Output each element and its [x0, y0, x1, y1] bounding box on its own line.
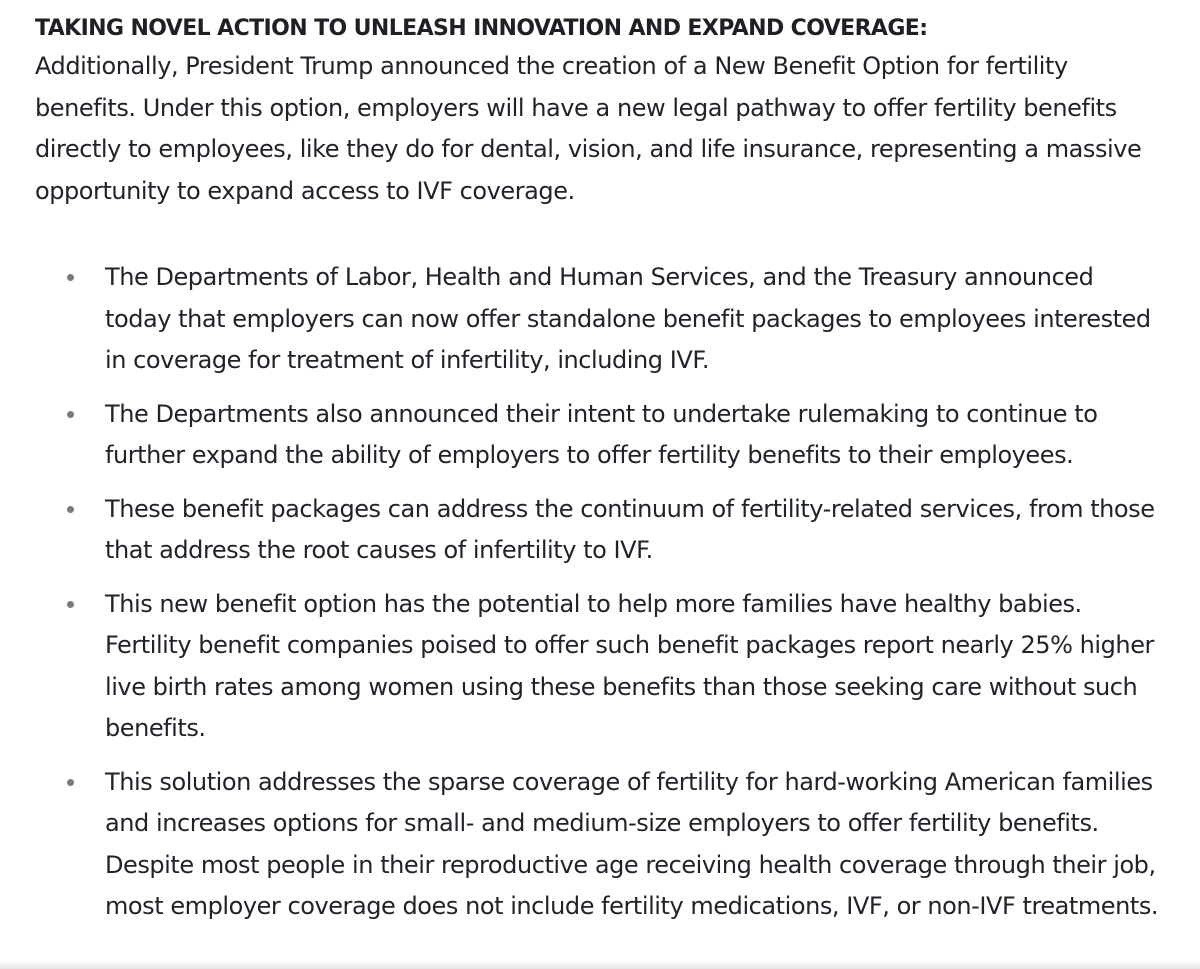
bullet-list — [35, 257, 1160, 928]
bottom-edge-shadow — [0, 961, 1200, 969]
bullet-dot-icon — [63, 394, 77, 436]
bullet-text: These benefit packages can address the continuum of fertility-related services, from those that address the root causes of infertility to IVF. — [105, 494, 1155, 564]
bullet-text: This new benefit option has the potential to help more families have healthy babies. Fertility benefit companies poised to offer such benefit packages report nearly 25% higher live birth rates among women using these benefits than those seeking care without such benefits. — [105, 589, 1154, 742]
list-item — [35, 762, 1160, 928]
bullet-dot-icon — [63, 489, 77, 531]
bullet-dot-icon — [63, 762, 77, 804]
section-heading: TAKING NOVEL ACTION TO UNLEASH INNOVATION AND EXPAND COVERAGE: — [35, 16, 928, 41]
intro-paragraph: Additionally, President Trump announced the creation of a New Benefit Option for fertility benefits. Under this option, employers will have a new legal pathway to offer fertility benefits directly to employees, like they do for dental, vision, and life insurance, representing a massive opportunity to expand access to IVF coverage. — [35, 52, 1142, 205]
list-item — [35, 584, 1160, 750]
bullet-dot-icon — [63, 257, 77, 299]
bullet-text: This solution addresses the sparse coverage of fertility for hard-working American families and increases options for small- and medium-size employers to offer fertility benefits. Despite most people in their reproductive age receiving health coverage through their job, most employer coverage does not include fertility medications, IVF, or non-IVF treatments. — [105, 767, 1159, 920]
bullet-text: The Departments also announced their intent to undertake rulemaking to continue to further expand the ability of employers to offer fertility benefits to their employees. — [105, 399, 1098, 469]
list-item — [35, 257, 1160, 382]
list-item — [35, 489, 1160, 572]
list-item — [35, 394, 1160, 477]
bullet-text: The Departments of Labor, Health and Human Services, and the Treasury announced today that employers can now offer standalone benefit packages to employees interested in coverage for treatment of infertility, including IVF. — [105, 263, 1151, 374]
bullet-dot-icon — [63, 584, 77, 626]
